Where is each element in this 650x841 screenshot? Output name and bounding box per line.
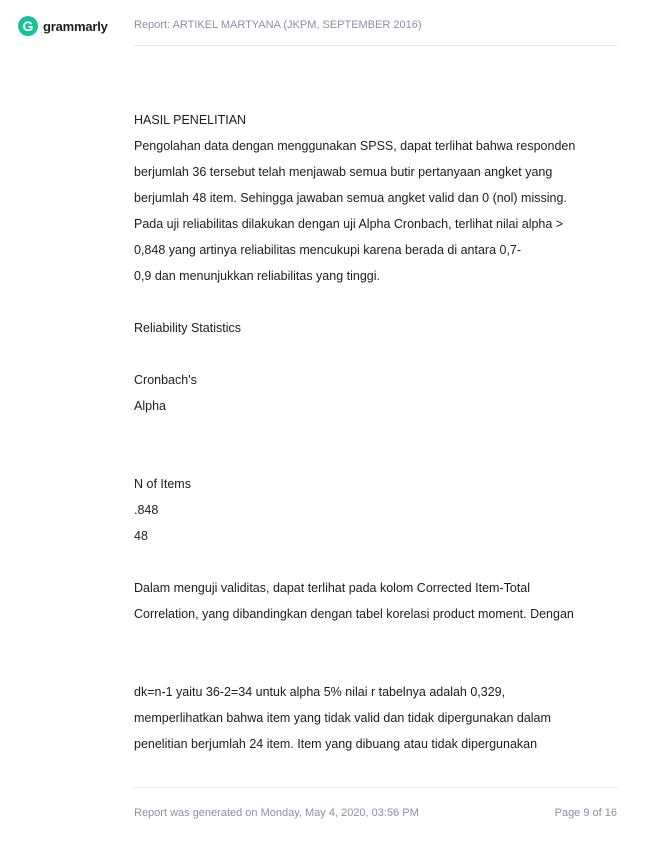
n-items-value: 48	[134, 529, 148, 543]
grammarly-logo-icon: G	[18, 16, 38, 36]
stats-title: Reliability Statistics	[134, 321, 241, 335]
generated-timestamp: Report was generated on Monday, May 4, 2020, 03:56 PM	[134, 807, 419, 819]
alpha-value: .848	[134, 503, 159, 517]
paragraph-line: berjumlah 36 tersebut telah menjawab semua butir pertanyaan angket yang	[134, 165, 553, 179]
section-heading: HASIL PENELITIAN	[134, 113, 247, 127]
paragraph-line: penelitian berjumlah 24 item. Item yang dibuang atau tidak dipergunakan	[134, 737, 538, 751]
cronbach-label-line: Cronbach's	[134, 373, 197, 387]
cronbach-label-line: Alpha	[134, 399, 166, 413]
paragraph-line: Pengolahan data dengan menggunakan SPSS, dapat terlihat bahwa responden	[134, 139, 576, 153]
paragraph-line: memperlihatkan bahwa item yang tidak valid dan tidak dipergunakan dalam	[134, 711, 551, 725]
page-number: Page 9 of 16	[554, 807, 617, 819]
footer-divider	[134, 787, 617, 788]
brand-name: grammarly	[43, 18, 108, 34]
paragraph-line: berjumlah 48 item. Sehingga jawaban semua angket valid dan 0 (nol) missing.	[134, 191, 567, 205]
paragraph-line: Pada uji reliabilitas dilakukan dengan uji Alpha Cronbach, terlihat nilai alpha >	[134, 217, 564, 231]
report-title: Report: ARTIKEL MARTYANA (JKPM, SEPTEMBER 2016)	[134, 19, 422, 31]
paragraph-line: Dalam menguji validitas, dapat terlihat pada kolom Corrected Item-Total	[134, 581, 531, 595]
grammarly-logo	[18, 16, 108, 36]
paragraph-line: dk=n-1 yaitu 36-2=34 untuk alpha 5% nilai r tabelnya adalah 0,329,	[134, 685, 506, 699]
n-items-label: N of Items	[134, 477, 191, 491]
paragraph-line: 0,9 dan menunjukkan reliabilitas yang tinggi.	[134, 269, 380, 283]
document-body	[134, 107, 617, 757]
paragraph-line: Correlation, yang dibandingkan dengan tabel korelasi product moment. Dengan	[134, 607, 574, 621]
paragraph-line: 0,848 yang artinya reliabilitas mencukupi karena berada di antara 0,7-	[134, 243, 522, 257]
header-divider	[134, 45, 617, 46]
